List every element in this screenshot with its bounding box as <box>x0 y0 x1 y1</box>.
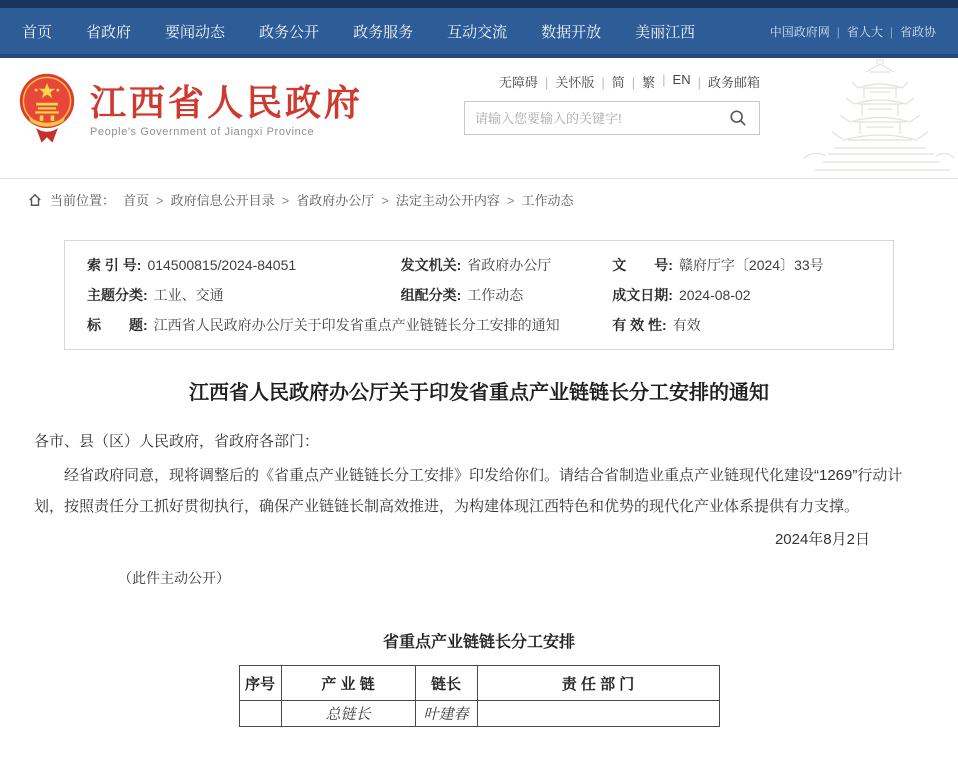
breadcrumb-label: 当前位置： <box>50 193 116 208</box>
document-date: 2024年8月2日 <box>774 531 870 548</box>
main-navbar <box>0 8 958 58</box>
info-field-title: 标 题: 江西省人民政府办公厅关于印发省重点产业链链长分工安排的通知 <box>87 317 560 333</box>
header-cell-no: 序号 <box>239 666 281 701</box>
utility-link[interactable]: | 关怀版 <box>538 72 594 91</box>
document-title: 江西省人民政府办公厅关于印发省重点产业链链长分工安排的通知 <box>189 382 769 404</box>
info-field-doc-number: 文 号: 赣府厅字〔2024〕33号 <box>612 257 824 273</box>
table-row <box>239 701 719 727</box>
info-field-index-number: 索 引 号: 014500815/2024-84051 <box>87 257 297 273</box>
header-cell-leader: 链长 <box>415 666 477 701</box>
site-header <box>0 58 958 178</box>
header-cell-dept: 责 任 部 门 <box>477 666 719 701</box>
cell-chain: 总链长 <box>281 701 415 727</box>
site-name-english: People's Government of Jiangxi Province <box>90 126 315 139</box>
nav-item[interactable]: 政务公开 <box>259 23 320 41</box>
site-name: 江西省人民政府 <box>90 81 364 123</box>
document-note: （此件主动公开） <box>118 570 230 586</box>
info-field-validity: 有 效 性: 有效 <box>612 317 701 333</box>
info-field-topic-category: 主题分类: 工业、交通 <box>87 287 224 303</box>
utility-links <box>464 72 760 91</box>
search-button[interactable] <box>717 102 759 134</box>
site-logo[interactable] <box>18 70 363 150</box>
nav-item[interactable]: 美丽江西 <box>635 23 696 41</box>
info-field-issuing-agency: 发文机关: 省政府办公厅 <box>400 257 552 273</box>
breadcrumb-item[interactable]: > 法定主动公开内容 <box>374 190 500 209</box>
document-body: 经省政府同意，现将调整后的《省重点产业链链长分工安排》印发给你们。请结合省制造业重点产业链现代化建设“1269”行动计划，按照责任分工抓好贯彻执行，确保产业链链长制高效推进，为构建体现江西特色和优势的现代化产业体系提供有力支撑。 <box>34 467 903 515</box>
nav-external-link[interactable]: | 省政协 <box>883 23 936 40</box>
national-emblem-icon <box>18 70 76 150</box>
search-icon <box>729 109 747 127</box>
nav-item[interactable]: 省政府 <box>86 23 132 41</box>
nav-external-link[interactable]: 中国政府网 <box>769 24 830 39</box>
breadcrumb-item[interactable]: > 省政府办公厅 <box>275 190 375 209</box>
browser-top-strip <box>0 0 958 8</box>
search-input[interactable] <box>465 111 717 126</box>
header-cell-chain: 产 业 链 <box>281 666 415 701</box>
nav-item[interactable]: 互动交流 <box>447 23 508 41</box>
utility-link[interactable]: | 简 <box>594 72 624 91</box>
doc-info-box <box>64 240 894 350</box>
nav-external-links <box>770 23 936 40</box>
assignment-table <box>239 665 720 727</box>
nav-item[interactable]: 数据开放 <box>541 23 602 41</box>
header-right-tools <box>464 72 760 135</box>
nav-item[interactable]: 要闻动态 <box>165 23 226 41</box>
nav-menu <box>22 21 695 42</box>
utility-link[interactable]: | 政务邮箱 <box>691 72 760 91</box>
breadcrumb-item[interactable]: 首页 <box>123 193 150 208</box>
nav-item[interactable]: 政务服务 <box>353 23 414 41</box>
cell-leader: 叶建春 <box>415 701 477 727</box>
utility-link[interactable]: 无障碍 <box>498 75 538 90</box>
breadcrumb-item[interactable]: > 工作动态 <box>500 190 574 209</box>
pagoda-watermark <box>804 58 954 176</box>
doc-info-grid <box>87 250 871 340</box>
breadcrumb <box>0 178 958 220</box>
cell-dept <box>477 701 719 727</box>
site-title-block <box>90 82 363 138</box>
info-field-group-category: 组配分类: 工作动态 <box>400 287 524 303</box>
cell-no <box>239 701 281 727</box>
site-search <box>464 101 760 135</box>
assignment-table-title: 省重点产业链链长分工安排 <box>382 634 575 651</box>
utility-link[interactable]: | 繁 <box>625 72 655 91</box>
document-salutation: 各市、县（区）人民政府，省政府各部门： <box>34 433 320 450</box>
breadcrumb-item[interactable]: > 政府信息公开目录 <box>149 190 275 209</box>
nav-item[interactable]: 首页 <box>22 23 53 41</box>
utility-link[interactable]: | EN <box>655 72 690 91</box>
home-icon <box>28 193 42 207</box>
info-field-date-written: 成文日期: 2024-08-02 <box>612 287 751 303</box>
breadcrumb-list <box>123 190 573 209</box>
nav-external-link[interactable]: | 省人大 <box>830 23 883 40</box>
table-header-row <box>239 666 719 701</box>
